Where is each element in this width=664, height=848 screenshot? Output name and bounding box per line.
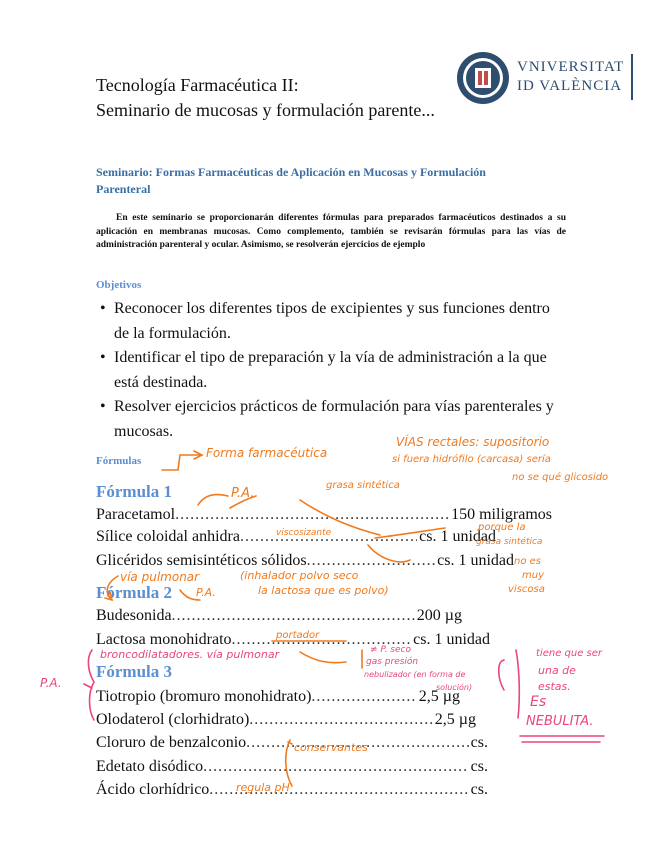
annotation-viscosa: viscosa	[508, 584, 545, 595]
annotation-es: Es	[530, 694, 547, 710]
annotation-vias-rectales: VÍAS rectales: supositorio	[396, 435, 550, 449]
annotation-grasa-2: grasa sintética	[476, 537, 543, 547]
university-name: VNIVERSITAT ID VALÈNCIA	[517, 59, 625, 94]
seminar-intro: En este seminario se proporcionarán diferentes fórmulas para preparados farmacéuticos destinados a su aplicación en membranas mucosas. Como complemento, también se revisarán fórmulas para las vías de administración parenteral y ocular. Asimismo, se resolverán ejercicios de ejemplo	[96, 213, 566, 250]
annotation-inhalador: (inhalador polvo seco	[240, 569, 359, 582]
annotation-via-pulmonar: vía pulmonar	[120, 570, 200, 584]
annotation-broncodilatadores: broncodilatadores. vía pulmonar	[100, 648, 280, 661]
list-item: • Identificar el tipo de preparación y la vía de administración a la que está destinada.	[96, 346, 566, 395]
formulas-heading: Fórmulas	[96, 455, 142, 467]
annotation-pa-3: P.A.	[40, 676, 62, 690]
formula-row: Lactosa monohidrato ..... cs. 1 unidad	[96, 629, 490, 651]
annotation-regula-ph: regula pH	[236, 781, 290, 794]
annotation-muy: muy	[522, 570, 544, 581]
annotation-una-de: una de	[538, 664, 576, 677]
document-title-line-2: Seminario de mucosas y formulación parente...	[96, 100, 435, 120]
list-item: • Resolver ejercicios prácticos de formulación para vías parenterales y mucosas.	[96, 395, 566, 444]
annotation-pa-2: P.A.	[196, 586, 216, 599]
annotation-pa-1: P.A.	[231, 486, 255, 501]
annotation-conservantes: conservantes	[294, 741, 368, 754]
list-item: • Reconocer los diferentes tipos de excipientes y sus funciones dentro de la formulación.	[96, 297, 566, 346]
annotation-solucion: solución)	[436, 683, 473, 692]
formula-row: Paracetamol ..... 150 miligramos	[96, 504, 552, 526]
annotation-hidrofilo: si fuera hidrófilo (carcasa) sería	[392, 454, 551, 465]
annotation-no-se: no se qué glicosido	[512, 472, 609, 483]
annotation-portador: portador	[276, 630, 320, 641]
document-title-line-1: Tecnología Farmacéutica II:	[96, 75, 299, 95]
formula-row: Ácido clorhídrico ..... cs.	[96, 779, 488, 801]
formula-2-title: Fórmula 2	[96, 583, 173, 602]
annotation-gas-presion: gas presión	[366, 657, 419, 667]
annotation-grasa: grasa sintética	[326, 480, 400, 491]
formula-row: Olodaterol (clorhidrato) ..... 2,5 µg	[96, 709, 476, 731]
annotation-nebulita: NEBULITA.	[526, 714, 594, 729]
annotation-nebulizador: nebulizador (en forma de	[364, 670, 466, 679]
annotation-tiene-que: tiene que ser	[536, 648, 603, 659]
formula-row: Sílice coloidal anhidra ..... cs. 1 unidad	[96, 526, 496, 548]
annotation-p-seco: ≠ P. seco	[370, 645, 411, 655]
annotation-estas: estas.	[538, 680, 571, 693]
annotation-viscosizante: viscosizante	[276, 528, 332, 538]
formula-row: Edetato disódico ..... cs.	[96, 756, 488, 778]
seminar-title: Seminario: Formas Farmacéuticas de Aplicación en Mucosas y Formulación Parenteral	[96, 165, 486, 196]
formula-row: Budesonida ..... 200 µg	[96, 605, 462, 627]
annotation-porque: porque la	[478, 522, 526, 533]
formula-row: Cloruro de benzalconio ..... cs.	[96, 732, 488, 754]
objectives-heading: Objetivos	[96, 279, 142, 291]
annotation-forma: Forma farmacéutica	[206, 446, 328, 460]
formula-row: Tiotropio (bromuro monohidrato) ..... 2,5 µg	[96, 686, 460, 708]
annotation-lactosa-polvo: la lactosa que es polvo)	[258, 584, 389, 597]
formula-3-title: Fórmula 3	[96, 662, 173, 681]
formula-row: Glicéridos semisintéticos sólidos ..... cs. 1 unidad	[96, 550, 514, 572]
annotation-no-es: no es	[514, 556, 541, 567]
formula-1-title: Fórmula 1	[96, 482, 173, 501]
